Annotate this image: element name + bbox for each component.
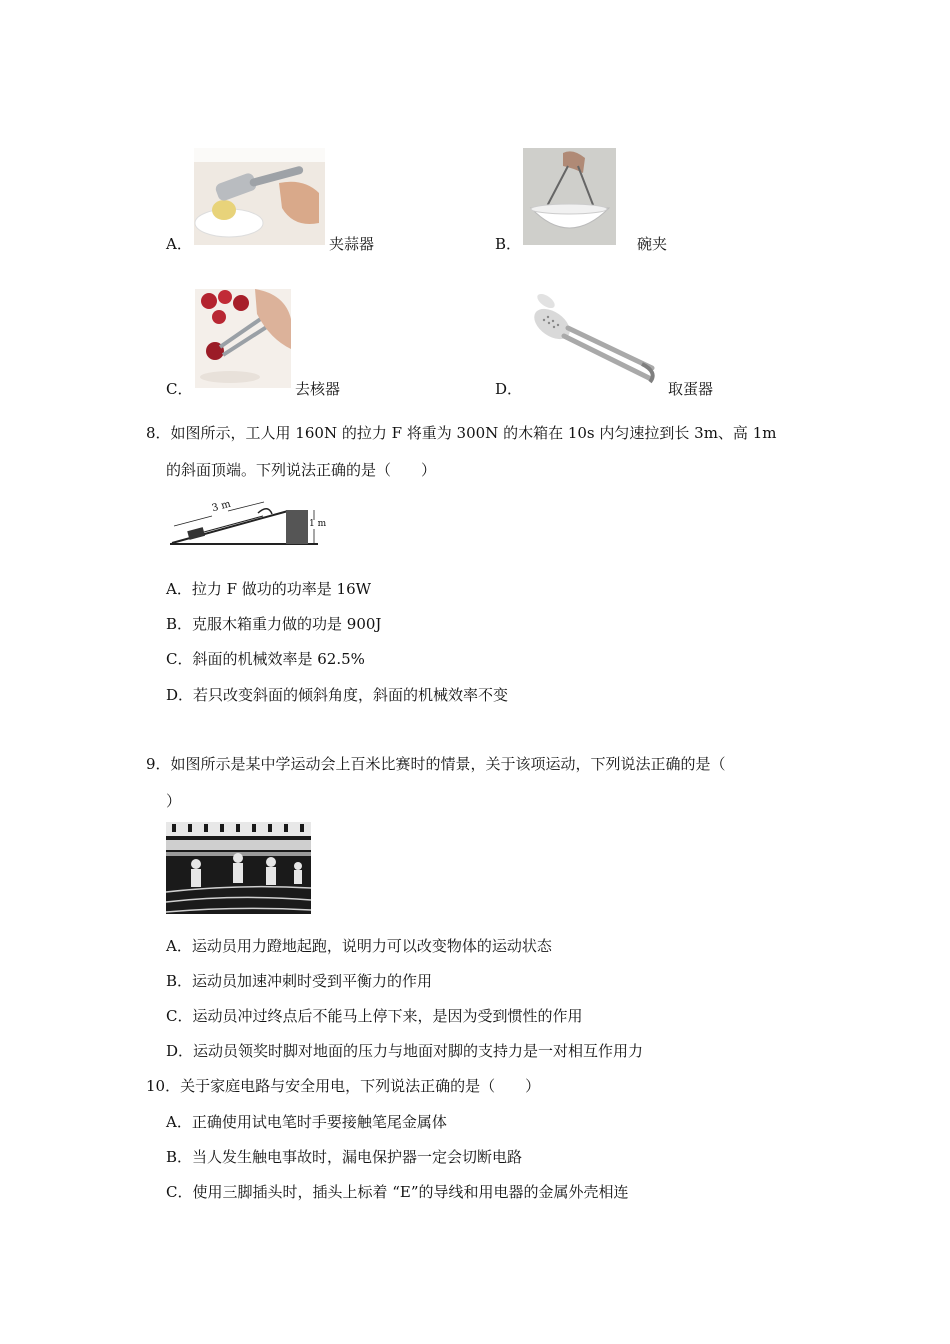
option-b-label: 碗夹 bbox=[637, 235, 668, 253]
garlic-press-image bbox=[194, 148, 325, 245]
egg-tongs-image bbox=[524, 286, 659, 390]
q8-option-d: D．若只改变斜面的倾斜角度，斜面的机械效率不变 bbox=[166, 686, 509, 704]
option-a-label: 夹蒜器 bbox=[329, 235, 375, 253]
option-b-letter: B． bbox=[495, 235, 522, 253]
option-d-letter: D． bbox=[495, 380, 523, 398]
q9-option-b: B．运动员加速冲刺时受到平衡力的作用 bbox=[166, 972, 433, 990]
incline-figure bbox=[168, 496, 327, 550]
bowl-clip-image bbox=[523, 148, 616, 245]
option-c-letter: C． bbox=[166, 380, 193, 398]
q9-stem-line2: ） bbox=[166, 792, 182, 810]
option-c-label: 去核器 bbox=[295, 380, 341, 398]
q8-option-a: A．拉力 F 做功的功率是 16W bbox=[166, 580, 372, 598]
q9-option-c: C．运动员冲过终点后不能马上停下来，是因为受到惯性的作用 bbox=[166, 1007, 583, 1025]
incline-height-label: 1 m bbox=[309, 519, 327, 529]
q8-option-b: B．克服木箱重力做的功是 900J bbox=[166, 615, 382, 633]
q10-option-a: A．正确使用试电笔时手要接触笔尾金属体 bbox=[166, 1113, 447, 1131]
q8-option-c: C．斜面的机械效率是 62.5% bbox=[166, 650, 365, 668]
option-a-letter: A． bbox=[166, 235, 192, 253]
pitter-image bbox=[195, 289, 291, 388]
sprint-race-photo bbox=[166, 822, 311, 914]
q8-stem-line2: 的斜面顶端。下列说法正确的是（ ） bbox=[166, 461, 437, 479]
option-d-label: 取蛋器 bbox=[668, 380, 714, 398]
q9-stem-line1: 9．如图所示是某中学运动会上百米比赛时的情景，关于该项运动，下列说法正确的是（ bbox=[146, 755, 726, 773]
q10-option-b: B．当人发生触电事故时，漏电保护器一定会切断电路 bbox=[166, 1148, 523, 1166]
q10-stem: 10．关于家庭电路与安全用电，下列说法正确的是（ ） bbox=[146, 1077, 541, 1095]
incline-length-label: 3 m bbox=[210, 498, 233, 515]
q8-stem-line1: 8．如图所示，工人用 160N 的拉力 F 将重为 300N 的木箱在 10s 内匀速拉到长 3m、高 1m bbox=[146, 424, 777, 442]
q10-option-c: C．使用三脚插头时，插头上标着 “E”的导线和用电器的金属外壳相连 bbox=[166, 1183, 629, 1201]
q9-option-d: D．运动员领奖时脚对地面的压力与地面对脚的支持力是一对相互作用力 bbox=[166, 1042, 644, 1060]
q9-option-a: A．运动员用力蹬地起跑，说明力可以改变物体的运动状态 bbox=[166, 937, 552, 955]
